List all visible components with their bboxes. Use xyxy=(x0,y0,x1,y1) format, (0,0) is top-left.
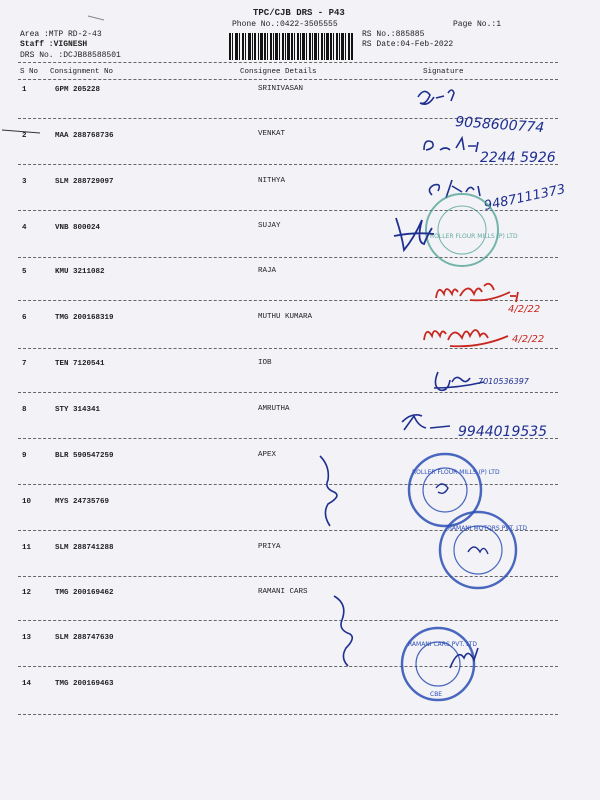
signature-row-11 xyxy=(468,547,488,554)
row-sno: 3 xyxy=(22,178,27,186)
handwritten-phone-1: 9058600774 xyxy=(454,114,545,137)
row-sno: 8 xyxy=(22,406,27,414)
stamp-10-text: ROLLER FLOUR MILLS (P) LTD xyxy=(412,469,500,476)
row-consignee: IOB xyxy=(258,359,272,367)
row-consignee: APEX xyxy=(258,451,277,459)
handwritten-date-6a: 4/2/22 xyxy=(508,304,541,315)
handwritten-phone-2: 2244 5926 xyxy=(480,150,556,166)
signature-row-7 xyxy=(434,372,484,390)
row-divider xyxy=(18,164,558,165)
row-divider xyxy=(18,620,558,621)
phone-number: Phone No.:0422-3505555 xyxy=(232,20,338,29)
row-consignee: SUJAY xyxy=(258,222,281,230)
row-divider xyxy=(18,438,558,439)
signature-row-6 xyxy=(424,330,508,346)
handwritten-phone-3: 9487111373 xyxy=(482,182,567,214)
handwritten-phone-7: 7010536397 xyxy=(478,377,529,386)
area-field: Area :MTP RD-2-43 xyxy=(20,30,102,39)
column-header-consignee: Consignee Details xyxy=(240,68,317,76)
row-sno: 13 xyxy=(22,634,32,642)
stamp-row-4 xyxy=(426,194,498,266)
stamp-13-city: CBE xyxy=(430,691,443,698)
signature-row-8 xyxy=(402,415,450,430)
bracket-rows-9-10 xyxy=(320,456,337,526)
row-sno: 5 xyxy=(22,268,27,276)
row-divider xyxy=(18,210,558,211)
stamp-row-9-10 xyxy=(409,454,481,526)
row-consignment: SLM 288729097 xyxy=(55,178,114,186)
row-consignee: NITHYA xyxy=(258,177,286,185)
row-consignee: AMRUTHA xyxy=(258,405,290,413)
row-divider xyxy=(18,576,558,577)
signature-row-13 xyxy=(450,648,478,668)
row-sno: 7 xyxy=(22,360,27,368)
barcode xyxy=(229,33,353,60)
signature-row-1 xyxy=(418,90,454,104)
row-consignee: RAMANI CARS xyxy=(258,588,308,596)
column-header-sno: S No xyxy=(20,68,39,76)
row-sno: 12 xyxy=(22,589,32,597)
row-consignee: MUTHU KUMARA xyxy=(258,313,313,321)
signature-row-3 xyxy=(429,180,480,198)
row-sno: 11 xyxy=(22,544,32,552)
column-header-divider xyxy=(18,79,558,80)
stamp-4-text: ROLLER FLOUR MILLS (P) LTD xyxy=(430,233,518,240)
row-sno: 14 xyxy=(22,680,32,688)
row-sno: 1 xyxy=(22,86,27,94)
signature-row-2 xyxy=(424,138,478,152)
row-divider xyxy=(18,714,558,715)
document-title: TPC/CJB DRS - P43 xyxy=(253,8,345,18)
row-divider xyxy=(18,530,558,531)
row-sno: 2 xyxy=(22,132,27,140)
stamp-11-text: RAMANI MOTORS PVT. LTD xyxy=(448,525,527,532)
row-sno: 6 xyxy=(22,314,27,322)
handwritten-date-6b: 4/2/22 xyxy=(512,334,545,345)
row-consignment: TMG 200169462 xyxy=(55,589,114,597)
row-consignee: PRIYA xyxy=(258,543,281,551)
row-sno: 9 xyxy=(22,452,27,460)
rs-date: RS Date:04-Feb-2022 xyxy=(362,40,454,49)
row-divider xyxy=(18,392,558,393)
row-divider xyxy=(18,300,558,301)
row-consignment: STY 314341 xyxy=(55,406,101,414)
stamp-row-13 xyxy=(402,628,474,700)
row-consignment: MAA 288768736 xyxy=(55,132,114,140)
row-divider xyxy=(18,348,558,349)
row-sno: 4 xyxy=(22,224,27,232)
row-divider xyxy=(18,257,558,258)
signature-row-4 xyxy=(394,218,434,250)
page-number: Page No.:1 xyxy=(453,20,502,29)
row-divider xyxy=(18,118,558,119)
row-consignment: KMU 3211082 xyxy=(55,268,105,276)
row-consignee: SRINIVASAN xyxy=(258,85,304,93)
handwritten-phone-8: 9944019535 xyxy=(458,424,548,440)
row-consignment: VNB 800024 xyxy=(55,224,101,232)
header-divider xyxy=(18,62,558,63)
row-consignee: RAJA xyxy=(258,267,277,275)
signature-row-10 xyxy=(436,484,448,493)
row-consignment: GPM 205228 xyxy=(55,86,101,94)
row-consignment: TMG 200168319 xyxy=(55,314,114,322)
row-consignment: TEN 7120541 xyxy=(55,360,105,368)
row-sno: 10 xyxy=(22,498,32,506)
bracket-rows-12-13 xyxy=(334,596,352,666)
row-divider xyxy=(18,666,558,667)
row-consignment: SLM 288741288 xyxy=(55,544,114,552)
row-consignment: TMG 200169463 xyxy=(55,680,114,688)
drs-number: DRS No. :DCJB88588501 xyxy=(20,51,121,60)
column-header-signature: Signature xyxy=(423,68,464,76)
stamp-13-text: RAMANI CARS PVT. LTD xyxy=(408,641,477,648)
rs-number: RS No.:885885 xyxy=(362,30,425,39)
column-header-consignment: Consignment No xyxy=(50,68,114,76)
row-consignment: SLM 288747630 xyxy=(55,634,114,642)
staff-field: Staff :VIGNESH xyxy=(20,40,88,49)
row-consignment: BLR 590547259 xyxy=(55,452,114,460)
row-consignment: MYS 24735769 xyxy=(55,498,110,506)
row-divider xyxy=(18,484,558,485)
row-consignee: VENKAT xyxy=(258,130,286,138)
